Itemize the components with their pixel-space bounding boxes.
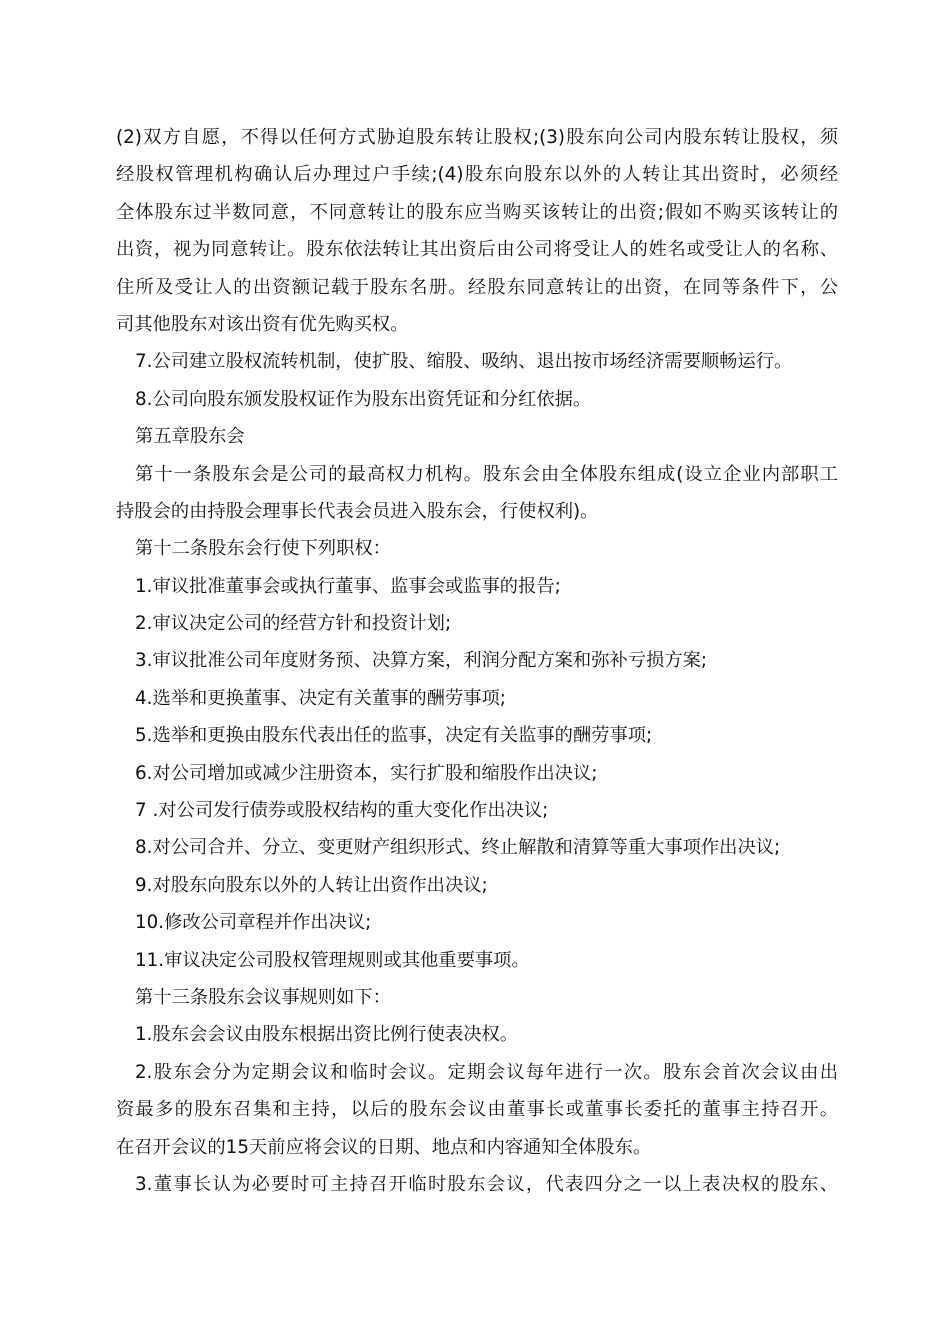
text-line: 2.股东会分为定期会议和临时会议。定期会议每年进行一次。股东会首次会议由出 xyxy=(135,1061,838,1083)
text-line: 在召开会议的15天前应将会议的日期、地点和内容通知全体股东。 xyxy=(116,1136,652,1158)
text-line: 经股权管理机构确认后办理过户手续;(4)股东向股东以外的人转让其出资时，必须经 xyxy=(116,164,838,186)
text-line: 第五章股东会 xyxy=(135,426,245,448)
text-line: 9.对股东向股东以外的人转让出资作出决议; xyxy=(135,874,488,896)
text-line: 11.审议决定公司股权管理规则或其他重要事项。 xyxy=(135,949,530,971)
text-line: 3.董事长认为必要时可主持召开临时股东会议，代表四分之一以上表决权的股东、 xyxy=(135,1173,838,1195)
text-line: 10.修改公司章程并作出决议; xyxy=(135,912,372,934)
text-line: 第十一条股东会是公司的最高权力机构。股东会由全体股东组成(设立企业内部职工 xyxy=(135,463,838,485)
text-line: 持股会的由持股会理事长代表会员进入股东会，行使权利)。 xyxy=(116,500,599,522)
text-line: 1.审议批准董事会或执行董事、监事会或监事的报告; xyxy=(135,575,561,597)
text-line: 第十三条股东会议事规则如下： xyxy=(135,986,391,1008)
text-line: (2)双方自愿，不得以任何方式胁迫股东转让股权;(3)股东向公司内股东转让股权，须 xyxy=(116,127,838,148)
text-line: 5.选举和更换由股东代表出任的监事，决定有关监事的酬劳事项; xyxy=(135,725,653,747)
text-line: 2.审议决定公司的经营方针和投资计划; xyxy=(135,613,452,635)
text-line: 8.对公司合并、分立、变更财产组织形式、终止解散和清算等重大事项作出决议; xyxy=(135,837,781,859)
text-line: 资最多的股东召集和主持，以后的股东会议由董事长或董事长委托的董事主持召开。 xyxy=(116,1099,838,1121)
text-line: 3.审议批准公司年度财务预、决算方案，利润分配方案和弥补亏损方案; xyxy=(135,650,708,672)
text-line: 1.股东会会议由股东根据出资比例行使表决权。 xyxy=(135,1024,519,1046)
text-line: 7 .对公司发行债券或股权结构的重大变化作出决议; xyxy=(135,800,549,822)
text-line: 7.公司建立股权流转机制，使扩股、缩股、吸纳、退出按市场经济需要顺畅运行。 xyxy=(135,351,793,373)
text-line: 6.对公司增加或减少注册资本，实行扩股和缩股作出决议; xyxy=(135,762,598,784)
text-line: 8.公司向股东颁发股权证作为股东出资凭证和分红依据。 xyxy=(135,388,592,410)
document-body xyxy=(116,119,838,1203)
text-line: 出资，视为同意转让。股东依法转让其出资后由公司将受让人的姓名或受让人的名称、 xyxy=(116,239,838,261)
text-line: 第十二条股东会行使下列职权： xyxy=(135,538,391,560)
text-line: 4.选举和更换董事、决定有关董事的酬劳事项; xyxy=(135,687,506,709)
text-line: 司其他股东对该出资有优先购买权。 xyxy=(116,313,409,335)
text-line: 全体股东过半数同意，不同意转让的股东应当购买该转让的出资;假如不购买该转让的 xyxy=(116,201,838,223)
text-line: 住所及受让人的出资额记载于股东名册。经股东同意转让的出资，在同等条件下，公 xyxy=(116,276,838,298)
